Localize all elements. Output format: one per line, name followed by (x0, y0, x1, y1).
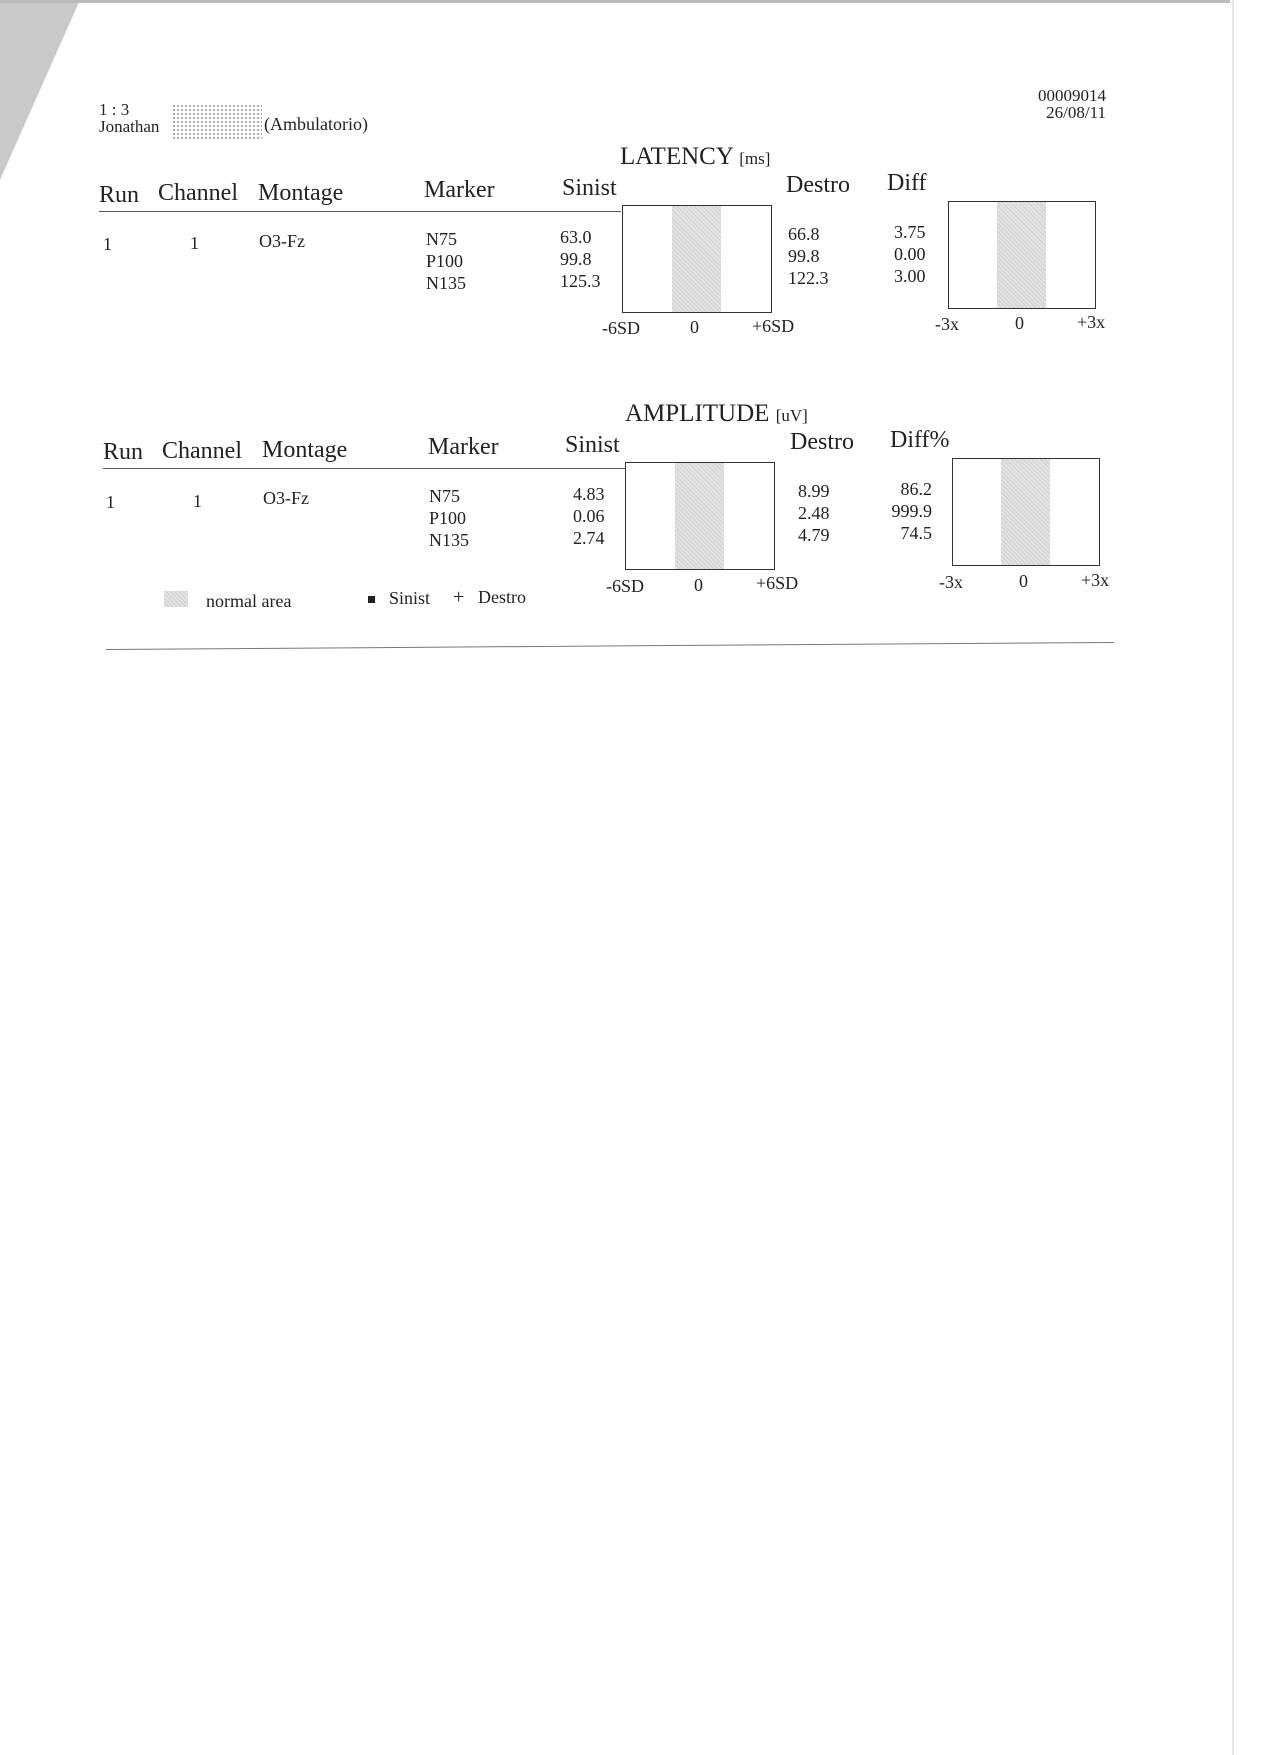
latency-diff-value: 0.00 (894, 244, 926, 264)
latency-x-axis-minus: -3x (935, 314, 959, 334)
latency-markers (426, 228, 466, 294)
col-destro: Destro (786, 172, 850, 198)
col-marker: Marker (424, 177, 495, 203)
col-destro: Destro (790, 429, 854, 455)
latency-diff-value: 3.75 (894, 222, 926, 242)
legend-normal-area: normal area (206, 591, 292, 611)
destro-plus-icon: + (453, 586, 465, 608)
record-id: 00009014 (1038, 86, 1106, 105)
latency-destro-values (788, 223, 829, 289)
latency-header-rule (99, 211, 621, 212)
amplitude-destro-values (798, 480, 830, 546)
amplitude-axis-plus: +6SD (756, 573, 799, 593)
amplitude-channel: 1 (193, 491, 202, 511)
col-diff-percent: Diff% (890, 427, 950, 453)
latency-x-axis-zero: 0 (1015, 313, 1024, 333)
scan-top-edge (0, 0, 1230, 3)
latency-title: LATENCY [ms] (620, 143, 771, 170)
amplitude-run: 1 (106, 492, 115, 512)
col-sinist: Sinist (562, 175, 617, 201)
amplitude-header-rule (103, 468, 625, 469)
ratio-label: 1 : 3 (99, 100, 130, 119)
col-marker: Marker (428, 434, 499, 460)
amplitude-x-axis-plus: +3x (1081, 570, 1110, 590)
amplitude-montage: O3-Fz (263, 488, 309, 508)
col-channel: Channel (162, 438, 242, 464)
latency-run: 1 (103, 234, 112, 254)
scan-right-edge (1232, 0, 1234, 1755)
latency-sinist-value: 125.3 (560, 271, 601, 291)
amplitude-destro-value: 8.99 (798, 481, 830, 501)
amplitude-sinist-value: 2.74 (573, 528, 605, 548)
legend-destro: Destro (478, 587, 526, 607)
latency-destro-value: 66.8 (788, 224, 820, 244)
latency-axis-zero: 0 (690, 317, 699, 337)
col-channel: Channel (158, 180, 238, 206)
col-run: Run (99, 182, 140, 208)
amplitude-diff-value: 86.2 (900, 479, 932, 499)
amplitude-sinist-values (573, 483, 605, 549)
latency-diff-values (894, 221, 926, 287)
latency-x-axis-plus: +3x (1077, 312, 1106, 332)
bottom-rule (106, 642, 1114, 650)
amplitude-marker: N75 (429, 486, 460, 506)
latency-channel: 1 (190, 233, 199, 253)
amplitude-normal-band (675, 463, 724, 569)
latency-destro-value: 99.8 (788, 246, 820, 266)
col-montage: Montage (262, 437, 348, 463)
latency-axis-plus: +6SD (752, 316, 795, 336)
amplitude-sinist-value: 4.83 (573, 484, 605, 504)
sinist-marker-icon (368, 596, 375, 603)
report-date: 26/08/11 (1046, 103, 1106, 122)
latency-sinist-value: 99.8 (560, 249, 592, 269)
amplitude-marker: P100 (429, 508, 467, 528)
latency-diff-value: 3.00 (894, 266, 926, 286)
amplitude-diff-normal-band (1001, 459, 1050, 565)
col-run: Run (103, 439, 144, 465)
latency-diff-plot (948, 201, 1096, 309)
amplitude-diff-values (888, 478, 932, 544)
latency-marker: N135 (426, 273, 466, 293)
amplitude-x-axis-zero: 0 (1019, 571, 1028, 591)
amplitude-axis-minus: -6SD (606, 576, 645, 596)
amplitude-destro-value: 2.48 (798, 503, 830, 523)
amplitude-markers (429, 485, 469, 551)
amplitude-sd-plot (625, 462, 775, 570)
latency-axis-minus: -6SD (602, 318, 641, 338)
amplitude-diff-value: 74.5 (900, 523, 932, 543)
amplitude-sinist-value: 0.06 (573, 506, 605, 526)
amplitude-diff-plot (952, 458, 1100, 566)
latency-marker: N75 (426, 229, 457, 249)
latency-sinist-value: 63.0 (560, 227, 592, 247)
latency-sd-plot (622, 205, 772, 313)
amplitude-title: AMPLITUDE [uV] (625, 400, 808, 427)
col-montage: Montage (258, 180, 344, 206)
amplitude-axis-zero: 0 (694, 575, 703, 595)
normal-area-swatch (164, 591, 188, 607)
amplitude-diff-value: 999.9 (891, 501, 932, 521)
redacted-surname (172, 104, 262, 140)
patient-first-name: Jonathan (99, 117, 160, 136)
amplitude-destro-value: 4.79 (798, 525, 830, 545)
latency-normal-band (672, 206, 721, 312)
patient-type: (Ambulatorio) (264, 114, 368, 134)
col-diff: Diff (887, 170, 927, 196)
amplitude-marker: N135 (429, 530, 469, 550)
scan-corner-shadow (0, 0, 80, 180)
col-sinist: Sinist (565, 432, 620, 458)
latency-montage: O3-Fz (259, 231, 305, 251)
latency-sinist-values (560, 226, 601, 292)
latency-diff-normal-band (997, 202, 1046, 308)
amplitude-x-axis-minus: -3x (939, 572, 963, 592)
latency-destro-value: 122.3 (788, 268, 829, 288)
legend-sinist: Sinist (389, 588, 431, 608)
latency-marker: P100 (426, 251, 464, 271)
